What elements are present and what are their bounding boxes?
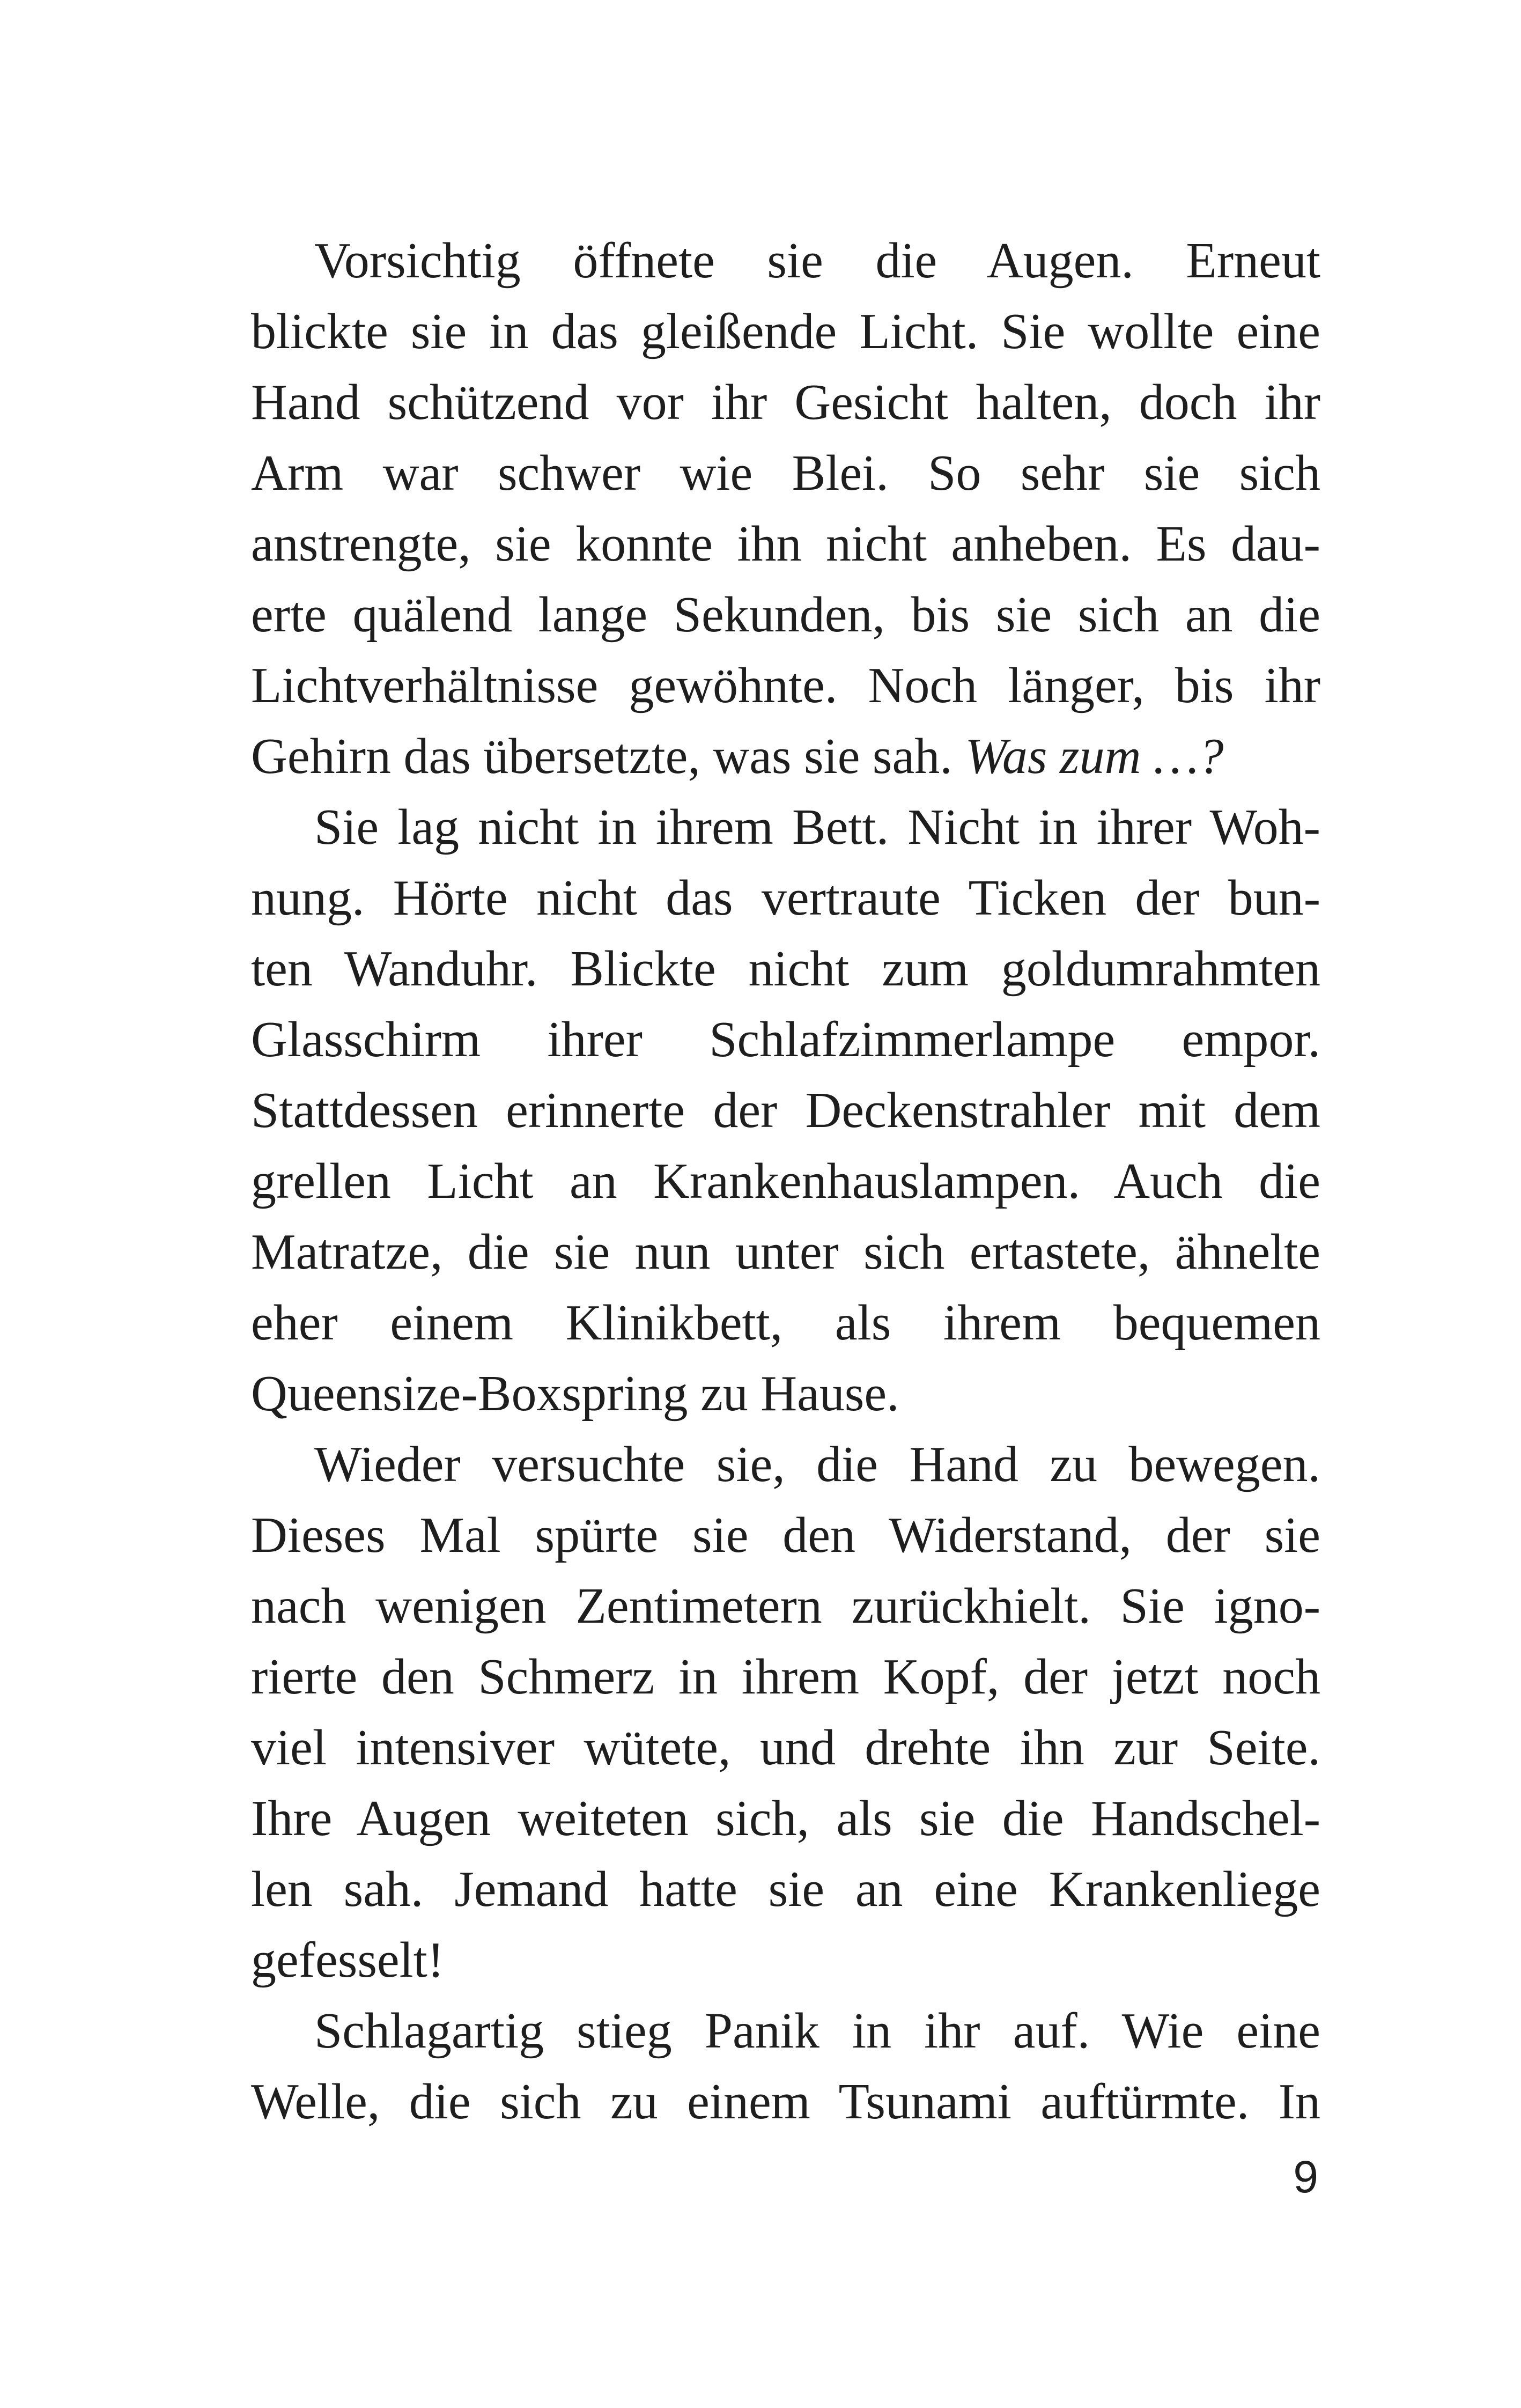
text-line: Queensize-Boxspring zu Hause. bbox=[251, 1366, 899, 1422]
text-line: len sah. Jemand hatte sie an eine Krankenliege bbox=[251, 1861, 1320, 1917]
body-text bbox=[251, 225, 1320, 2137]
text-line: ten Wanduhr. Blickte nicht zum goldumrahmten bbox=[251, 941, 1320, 997]
text-line: Hand schützend vor ihr Gesicht halten, doch ihr bbox=[251, 374, 1320, 430]
text-line: Vorsichtig öffnete sie die Augen. Erneut bbox=[314, 233, 1320, 289]
text-line: nung. Hörte nicht das vertraute Ticken der bun- bbox=[251, 870, 1320, 926]
text-line: gefesselt! bbox=[251, 1932, 445, 1988]
text-line: Arm war schwer wie Blei. So sehr sie sich bbox=[251, 445, 1320, 501]
text-line: Dieses Mal spürte sie den Widerstand, der sie bbox=[251, 1507, 1320, 1563]
italic-thought: Was zum …? bbox=[965, 728, 1224, 784]
text-line: Welle, die sich zu einem Tsunami auftürmte. In bbox=[251, 2074, 1320, 2130]
text-line: rierte den Schmerz in ihrem Kopf, der jetzt noch bbox=[251, 1649, 1320, 1705]
text-segment: Gehirn das übersetzte, was sie sah. bbox=[251, 728, 965, 784]
text-line: eher einem Klinikbett, als ihrem bequemen bbox=[251, 1295, 1320, 1351]
text-line: Schlagartig stieg Panik in ihr auf. Wie eine bbox=[314, 2003, 1320, 2059]
text-line: Stattdessen erinnerte der Deckenstrahler mit dem bbox=[251, 1083, 1320, 1138]
text-line: anstrengte, sie konnte ihn nicht anheben. Es dau- bbox=[251, 516, 1320, 572]
text-line: blickte sie in das gleißende Licht. Sie wollte eine bbox=[251, 304, 1320, 359]
text-line: grellen Licht an Krankenhauslampen. Auch die bbox=[251, 1153, 1320, 1209]
page-number: 9 bbox=[1293, 2152, 1318, 2202]
text-line: Lichtverhältnisse gewöhnte. Noch länger, bis ihr bbox=[251, 658, 1320, 713]
text-line: Ihre Augen weiteten sich, als sie die Handschel- bbox=[251, 1791, 1320, 1846]
text-line: nach wenigen Zentimetern zurückhielt. Sie igno- bbox=[251, 1578, 1320, 1634]
text-line: viel intensiver wütete, und drehte ihn zur Seite. bbox=[251, 1720, 1320, 1776]
text-line: Glasschirm ihrer Schlafzimmerlampe empor. bbox=[251, 1012, 1320, 1067]
text-line bbox=[251, 721, 1320, 792]
text-line: Sie lag nicht in ihrem Bett. Nicht in ihrer Woh- bbox=[314, 799, 1320, 855]
text-line: Matratze, die sie nun unter sich ertastete, ähnelte bbox=[251, 1224, 1320, 1280]
text-line: erte quälend lange Sekunden, bis sie sich an die bbox=[251, 587, 1320, 643]
text-line: Wieder versuchte sie, die Hand zu bewegen. bbox=[314, 1437, 1320, 1492]
